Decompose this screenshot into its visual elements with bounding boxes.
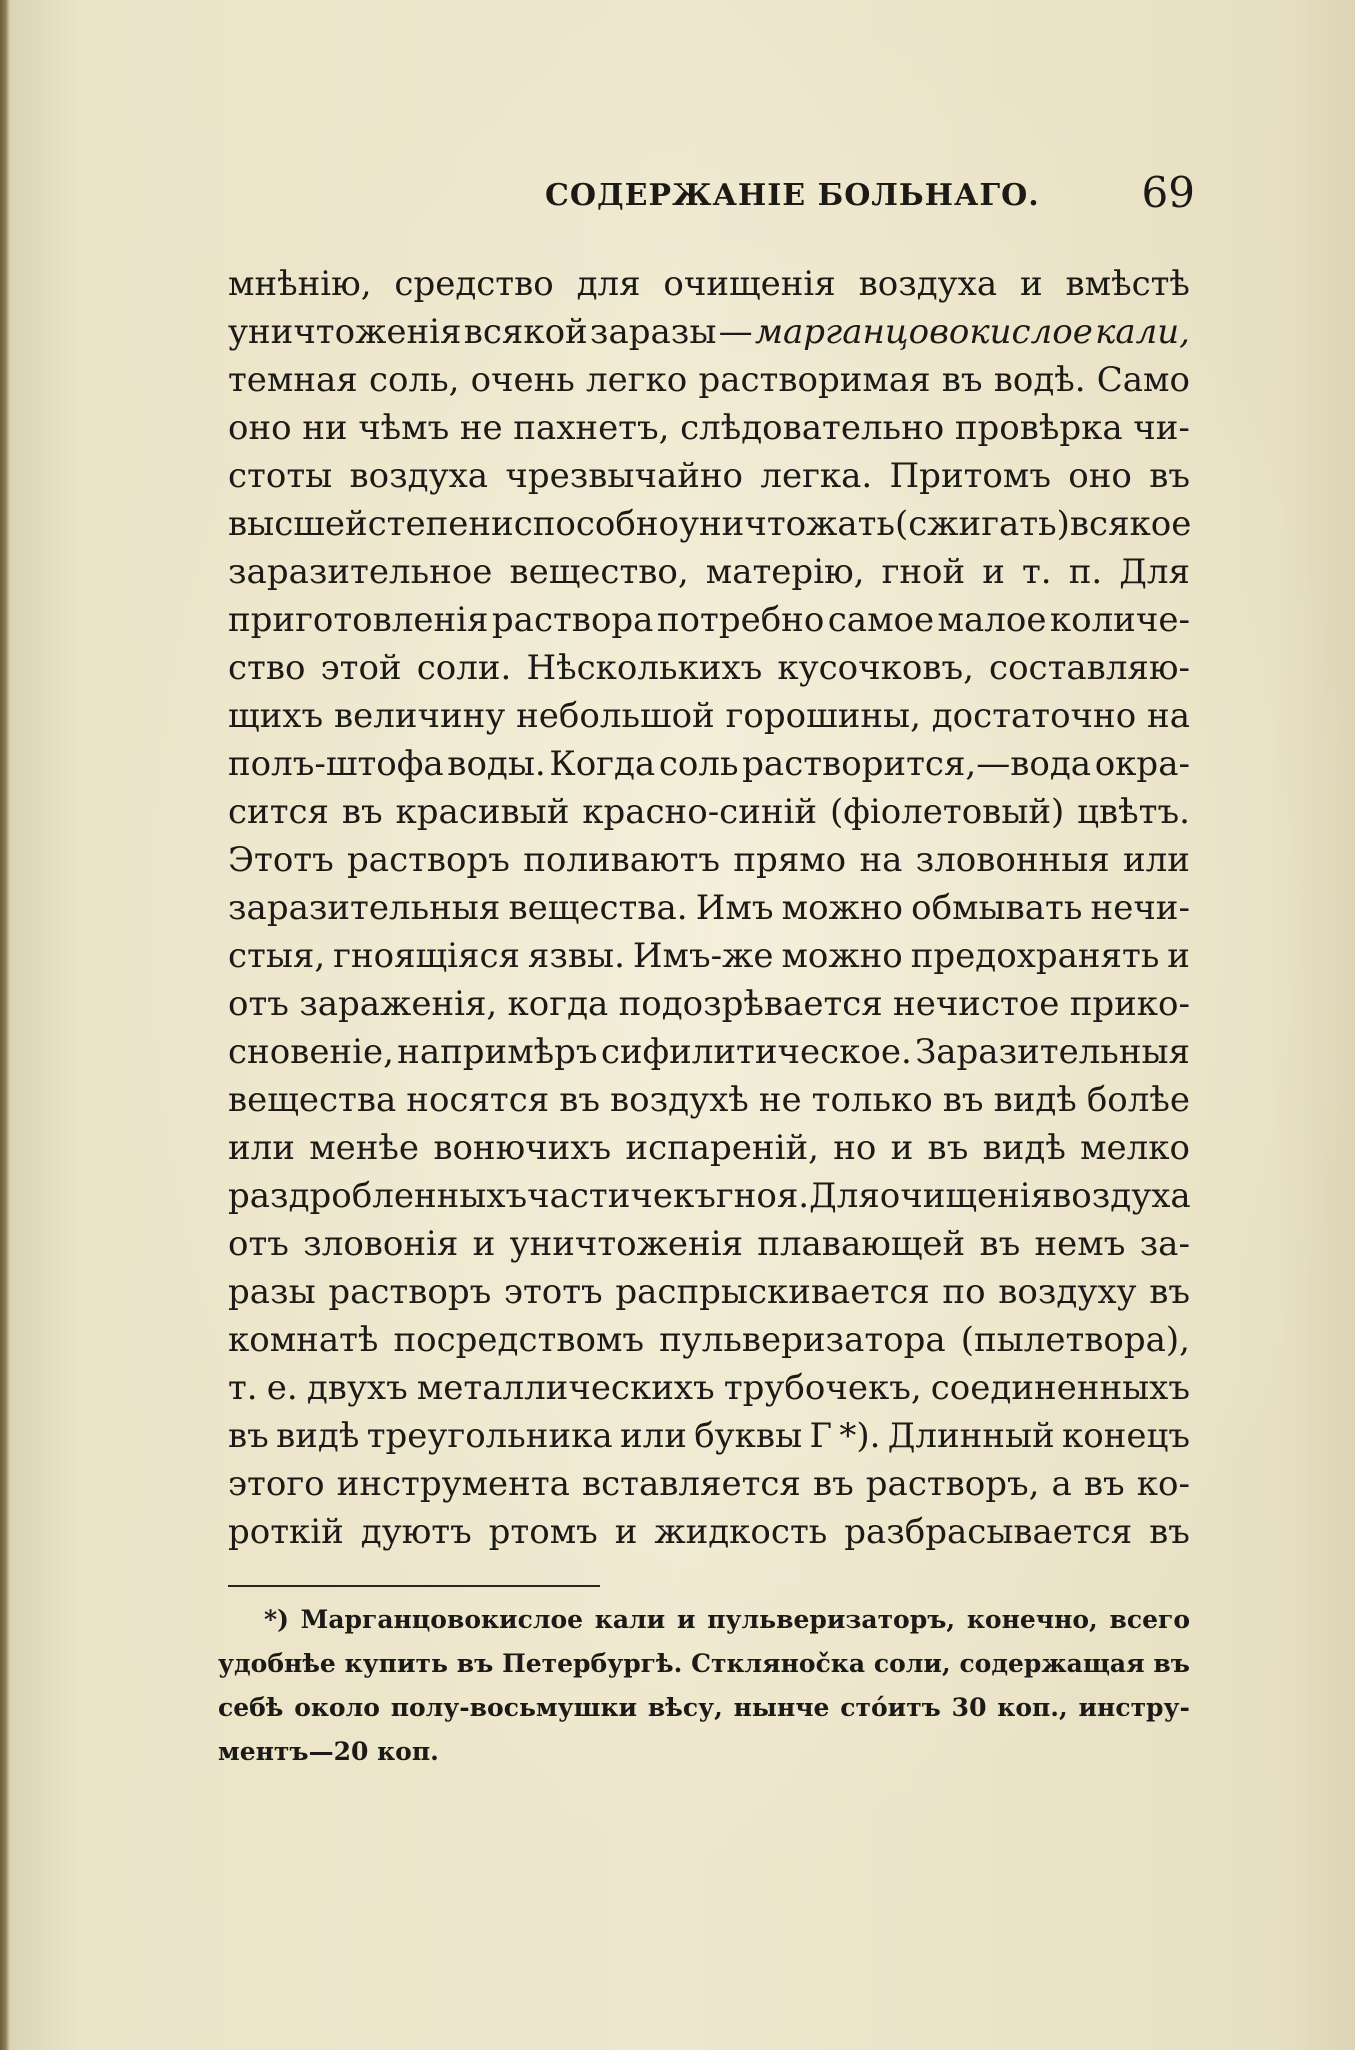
word: Имъ-же xyxy=(632,936,774,976)
word: прико- xyxy=(1069,984,1190,1024)
word: вставляется xyxy=(582,1464,801,1504)
word: (фіолетовый) xyxy=(829,792,1065,832)
word: ртомъ xyxy=(488,1512,598,1552)
word: пульверизатора xyxy=(659,1320,946,1360)
word: составляю- xyxy=(989,648,1190,688)
word: комнатѣ xyxy=(228,1320,379,1360)
word: напримѣръ xyxy=(397,1032,598,1072)
word: стыя, xyxy=(228,936,326,976)
word: плавающей xyxy=(757,1224,966,1264)
text-line xyxy=(228,1460,1190,1508)
word: нечи- xyxy=(1090,888,1190,928)
word: небольшой xyxy=(516,696,715,736)
word: гноящіяся xyxy=(333,936,520,976)
word: легка. xyxy=(760,456,873,496)
word: соль, xyxy=(368,360,460,400)
word: Заразительныя xyxy=(915,1032,1190,1072)
word: средство xyxy=(394,264,554,304)
word: вмѣстѣ xyxy=(1065,264,1190,304)
word: не xyxy=(459,408,503,448)
word: за- xyxy=(1139,1224,1190,1264)
word: менѣе xyxy=(309,1128,420,1168)
word: зловонія xyxy=(303,1224,459,1264)
word: гной xyxy=(881,552,966,592)
word: вещества xyxy=(228,1080,397,1120)
text-line xyxy=(228,1508,1190,1556)
word: сновеніе, xyxy=(228,1032,394,1072)
word: и xyxy=(1019,264,1043,304)
word: и xyxy=(472,1224,496,1264)
footnote-line xyxy=(218,1686,1190,1730)
word: (пылетвора), xyxy=(960,1320,1190,1360)
word: полу-восьмушки xyxy=(390,1693,638,1722)
word: 30 xyxy=(951,1693,987,1722)
text-line xyxy=(228,260,1190,308)
word: и xyxy=(1167,936,1190,976)
word: Г xyxy=(809,1416,832,1456)
word: марганцовокислое xyxy=(754,312,1093,352)
word: соединенныхъ xyxy=(930,1368,1190,1408)
word: или xyxy=(1123,840,1190,880)
word: заразы xyxy=(589,312,717,352)
footnote-line xyxy=(218,1642,1190,1686)
word: не xyxy=(758,1080,802,1120)
word: (сжигать) xyxy=(894,504,1070,544)
word: пульверизаторъ, xyxy=(707,1605,956,1634)
word: удобнѣе xyxy=(218,1649,336,1678)
text-line xyxy=(228,1076,1190,1124)
text-line xyxy=(228,788,1190,836)
word: въ xyxy=(812,1464,854,1504)
word: чрезвычайно xyxy=(505,456,744,496)
word: вѣсу, xyxy=(647,1693,723,1722)
word: Петербургѣ. xyxy=(502,1649,683,1678)
text-line xyxy=(228,884,1190,932)
text-line xyxy=(228,452,1190,500)
word: на xyxy=(1147,696,1190,736)
footnote xyxy=(218,1598,1190,1774)
word: т. xyxy=(228,1368,258,1408)
word: воздухѣ xyxy=(610,1080,749,1120)
word: или xyxy=(228,1128,295,1168)
word: отъ xyxy=(228,1224,289,1264)
word: Марганцовокислое xyxy=(300,1605,584,1634)
word: слѣдовательно xyxy=(680,408,945,448)
word: величину xyxy=(333,696,506,736)
word: стóитъ xyxy=(840,1693,941,1722)
text-line xyxy=(228,1220,1190,1268)
word: очень xyxy=(470,360,575,400)
text-line xyxy=(228,932,1190,980)
word: раздробленныхъ xyxy=(228,1176,528,1216)
text-line xyxy=(228,740,1190,788)
text-line xyxy=(228,356,1190,404)
word: жидкость xyxy=(654,1512,828,1552)
word: чи- xyxy=(1133,408,1190,448)
footnote-line xyxy=(218,1730,1190,1774)
word: воздуху xyxy=(998,1272,1137,1312)
word: инстру- xyxy=(1078,1693,1190,1722)
word: нынче xyxy=(733,1693,830,1722)
word: мелко xyxy=(1080,1128,1190,1168)
running-head: СОДЕРЖАНІЕ БОЛЬНАГО. xyxy=(545,178,1040,213)
word: п. xyxy=(1068,552,1103,592)
word: а xyxy=(1051,1464,1072,1504)
word: всего xyxy=(1109,1605,1190,1634)
word: Когда xyxy=(549,744,656,784)
word: воздуха xyxy=(858,264,998,304)
word: но xyxy=(833,1128,877,1168)
word: количе- xyxy=(1049,600,1190,640)
word: растворъ xyxy=(347,840,510,880)
word: и xyxy=(982,552,1005,592)
word: можно xyxy=(781,888,903,928)
word: подозрѣвается xyxy=(618,984,883,1024)
word: е. xyxy=(266,1368,298,1408)
word: и xyxy=(614,1512,638,1552)
word: заразительныя xyxy=(228,888,501,928)
word: ни xyxy=(302,408,348,448)
word: водѣ. xyxy=(993,360,1086,400)
word: красивый xyxy=(395,792,570,832)
word: двухъ xyxy=(306,1368,408,1408)
word: этого xyxy=(228,1464,325,1504)
word: самое xyxy=(827,600,935,640)
word: воздуха xyxy=(349,456,489,496)
word: всякое xyxy=(1069,504,1192,544)
text-line xyxy=(228,1316,1190,1364)
word: мнѣнію, xyxy=(228,264,372,304)
word: очищенія xyxy=(879,1176,1053,1216)
text-line xyxy=(228,1412,1190,1460)
word: ко- xyxy=(1136,1464,1190,1504)
word: соли. xyxy=(416,648,512,688)
word: дуютъ xyxy=(360,1512,472,1552)
word: соль xyxy=(658,744,739,784)
word: въ xyxy=(942,1080,984,1120)
word: стоты xyxy=(228,456,333,496)
word: растворится,—вода xyxy=(742,744,1092,784)
word: этотъ xyxy=(503,1272,603,1312)
word: поливаютъ xyxy=(523,840,721,880)
text-line xyxy=(228,404,1190,452)
page-number: 69 xyxy=(1141,168,1195,217)
word: разбрасывается xyxy=(844,1512,1133,1552)
word: достаточно xyxy=(931,696,1137,736)
word: язвы. xyxy=(527,936,625,976)
word: коп. xyxy=(377,1737,439,1766)
word: красно-синій xyxy=(582,792,818,832)
word: конечно, xyxy=(966,1605,1098,1634)
word: когда xyxy=(507,984,609,1024)
word: уничтоженія xyxy=(509,1224,744,1264)
word: на xyxy=(859,840,903,880)
word: немъ xyxy=(1034,1224,1126,1264)
word: Притомъ xyxy=(889,456,1051,496)
word: Нѣсколькихъ xyxy=(526,648,763,688)
word: посредствомъ xyxy=(393,1320,645,1360)
text-line xyxy=(228,308,1190,356)
word: ство xyxy=(228,648,306,688)
text-line xyxy=(228,596,1190,644)
word: растворъ xyxy=(328,1272,492,1312)
word: раствора xyxy=(491,600,654,640)
word: въ xyxy=(228,1416,269,1456)
word: въ xyxy=(1083,1464,1125,1504)
word: и xyxy=(890,1128,914,1168)
word: кали xyxy=(594,1605,666,1634)
word: разы xyxy=(228,1272,316,1312)
page-header xyxy=(215,168,1195,228)
word: можно xyxy=(781,936,903,976)
word: конецъ xyxy=(1062,1416,1190,1456)
word: въ xyxy=(559,1080,601,1120)
word: приготовленія xyxy=(228,600,489,640)
word: полъ-штофа xyxy=(228,744,444,784)
word: предохранять xyxy=(910,936,1160,976)
word: купить xyxy=(344,1649,448,1678)
word: въ xyxy=(341,792,383,832)
word: зловонныя xyxy=(915,840,1110,880)
word: Для xyxy=(1119,552,1190,592)
word: воды. xyxy=(447,744,546,784)
word: высшей xyxy=(228,504,368,544)
word: вещества. xyxy=(508,888,688,928)
text-line xyxy=(228,1124,1190,1172)
word: отъ xyxy=(228,984,289,1024)
word: Само xyxy=(1096,360,1190,400)
word: уничтожать xyxy=(679,504,895,544)
word: себѣ xyxy=(218,1693,284,1722)
word: потребно xyxy=(656,600,825,640)
text-line xyxy=(228,836,1190,884)
word: въ xyxy=(941,360,983,400)
word: коп., xyxy=(997,1693,1068,1722)
word: легко xyxy=(586,360,688,400)
word: чѣмъ xyxy=(358,408,450,448)
text-line xyxy=(228,1364,1190,1412)
word: металлическихъ xyxy=(416,1368,715,1408)
word: провѣрка xyxy=(954,408,1123,448)
word: растворъ, xyxy=(865,1464,1040,1504)
word: гноя. xyxy=(715,1176,810,1216)
word: — xyxy=(718,312,753,352)
text-line xyxy=(228,1028,1190,1076)
word: всякой xyxy=(463,312,588,352)
text-line xyxy=(228,980,1190,1028)
word: прямо xyxy=(733,840,847,880)
word: Имъ xyxy=(695,888,774,928)
word: видѣ xyxy=(276,1416,360,1456)
text-line xyxy=(228,500,1190,548)
word: для xyxy=(576,264,641,304)
word: видѣ xyxy=(993,1080,1077,1120)
text-line xyxy=(228,1172,1190,1220)
word: кали, xyxy=(1095,312,1190,352)
word: около xyxy=(294,1693,380,1722)
text-line xyxy=(228,1268,1190,1316)
text-line xyxy=(228,692,1190,740)
word: способно xyxy=(513,504,680,544)
word: въ xyxy=(1149,1512,1190,1552)
word: цвѣтъ. xyxy=(1077,792,1190,832)
word: въ xyxy=(979,1224,1021,1264)
word: этой xyxy=(320,648,402,688)
word: пахнетъ, xyxy=(513,408,670,448)
word: инструмента xyxy=(336,1464,570,1504)
word: въ xyxy=(1149,456,1190,496)
binding-edge xyxy=(0,0,10,2050)
word: буквы xyxy=(694,1416,803,1456)
word: только xyxy=(811,1080,933,1120)
word: по xyxy=(942,1272,986,1312)
word: воздуха xyxy=(1052,1176,1191,1216)
word: малое xyxy=(937,600,1047,640)
word: треугольника xyxy=(366,1416,613,1456)
word: матерію, xyxy=(705,552,865,592)
word: или xyxy=(619,1416,687,1456)
word: щихъ xyxy=(228,696,324,736)
word: горошины, xyxy=(725,696,921,736)
word: *) xyxy=(264,1605,289,1634)
word: трубочекъ, xyxy=(723,1368,922,1408)
word: заразительное xyxy=(228,552,493,592)
word: сится xyxy=(228,792,330,832)
word: видѣ xyxy=(982,1128,1066,1168)
footnote-rule xyxy=(228,1585,600,1587)
word: роткій xyxy=(228,1512,344,1552)
word: въ xyxy=(456,1649,494,1678)
text-line xyxy=(228,644,1190,692)
word: въ xyxy=(1153,1649,1190,1678)
word: растворимая xyxy=(698,360,931,400)
word: очищенія xyxy=(663,264,836,304)
word: носятся xyxy=(406,1080,550,1120)
word: болѣе xyxy=(1086,1080,1190,1120)
word: окра- xyxy=(1094,744,1190,784)
word: содержащая xyxy=(959,1649,1145,1678)
word: обмывать xyxy=(911,888,1083,928)
word: оно xyxy=(1068,456,1132,496)
word: нечистое xyxy=(893,984,1060,1024)
word: степени xyxy=(367,504,514,544)
text-line xyxy=(228,548,1190,596)
word: Длинный xyxy=(887,1416,1055,1456)
word: и xyxy=(676,1605,696,1634)
word: въ xyxy=(927,1128,969,1168)
word: вещество, xyxy=(509,552,689,592)
word: т. xyxy=(1022,552,1052,592)
word: зараженія, xyxy=(299,984,498,1024)
word: кусочковъ, xyxy=(777,648,974,688)
word: соли, xyxy=(873,1649,951,1678)
word: ментъ—20 xyxy=(218,1737,378,1766)
word: *). xyxy=(839,1416,881,1456)
word: распрыскивается xyxy=(615,1272,930,1312)
word: частичекъ xyxy=(527,1176,716,1216)
word: Этотъ xyxy=(228,840,334,880)
word: Стклянočка xyxy=(691,1649,866,1678)
word: вонючихъ xyxy=(433,1128,612,1168)
word: уничтоженія xyxy=(228,312,462,352)
footnote-line xyxy=(218,1598,1190,1642)
word: сифилитическое. xyxy=(600,1032,912,1072)
word: оно xyxy=(228,408,292,448)
word: темная xyxy=(228,360,358,400)
word: испареній, xyxy=(625,1128,819,1168)
body-text xyxy=(228,260,1190,1556)
word: Для xyxy=(809,1176,880,1216)
word: въ xyxy=(1149,1272,1190,1312)
